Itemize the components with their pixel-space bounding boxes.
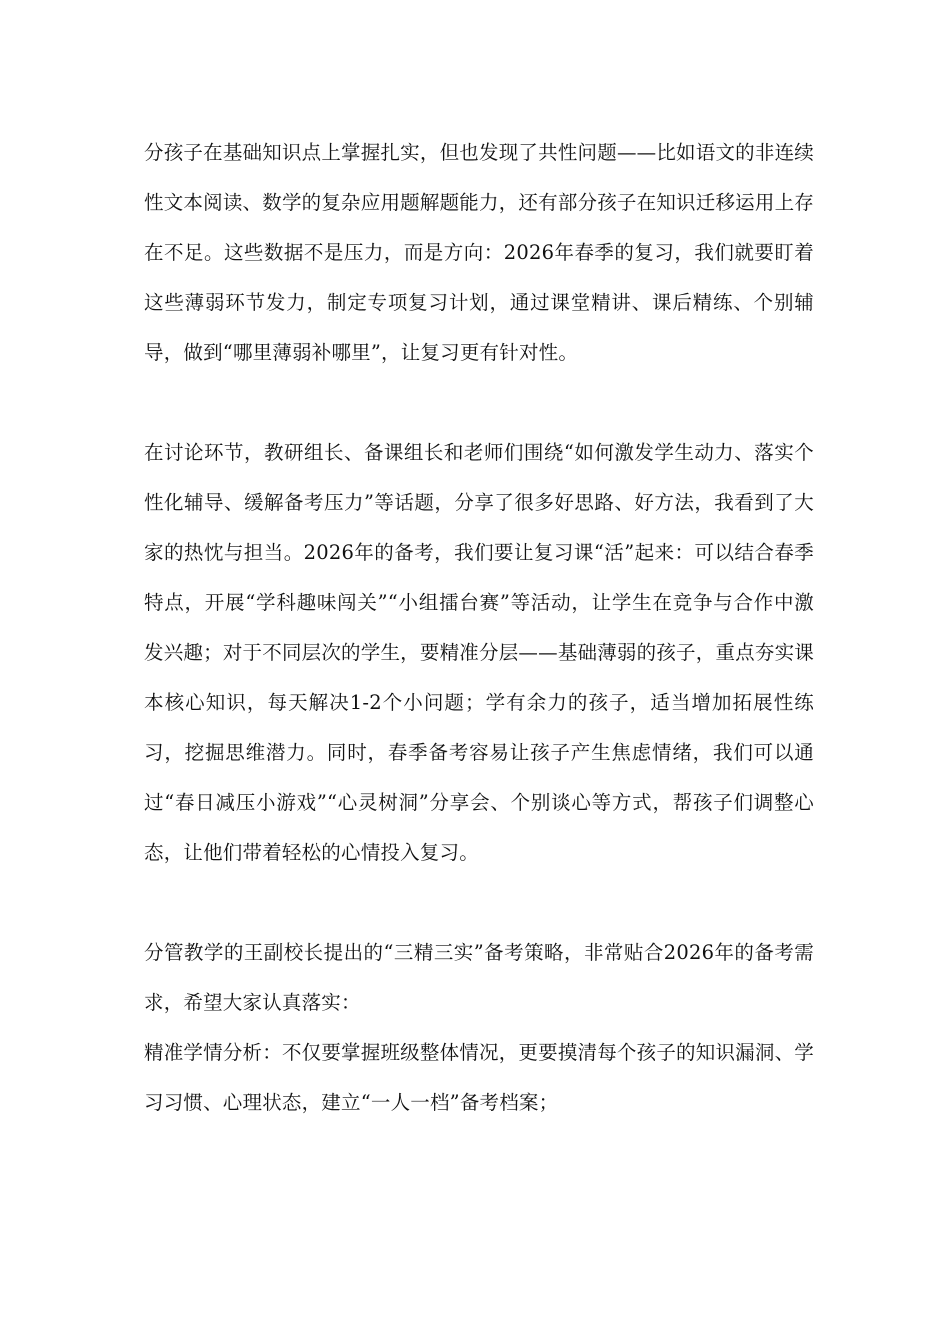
paragraph-strategy-item-1: 精准学情分析：不仅要掌握班级整体情况，更要摸清每个孩子的知识漏洞、学习习惯、心理状态，建立“一人一档”备考档案；	[144, 1041, 814, 1114]
paragraph-strategy-intro: 分管教学的王副校长提出的“三精三实”备考策略，非常贴合2026年的备考需求，希望大家认真落实：	[144, 941, 814, 1014]
paragraph-spacer	[144, 878, 814, 928]
paragraph-weak-points: 分孩子在基础知识点上掌握扎实，但也发现了共性问题——比如语文的非连续性文本阅读、数学的复杂应用题解题能力，还有部分孩子在知识迁移运用上存在不足。这些数据不是压力，而是方向：2026年春季的复习，我们就要盯着这些薄弱环节发力，制定专项复习计划，通过课堂精讲、课后精练、个别辅导，做到“哪里薄弱补哪里”，让复习更有针对性。	[144, 141, 814, 364]
document-page	[144, 128, 814, 1128]
paragraph-spacer	[144, 378, 814, 428]
paragraph-discussion: 在讨论环节，教研组长、备课组长和老师们围绕“如何激发学生动力、落实个性化辅导、缓解备考压力”等话题，分享了很多好思路、好方法，我看到了大家的热忱与担当。2026年的备考，我们要让复习课“活”起来：可以结合春季特点，开展“学科趣味闯关”“小组擂台赛”等活动，让学生在竞争与合作中激发兴趣；对于不同层次的学生，要精准分层——基础薄弱的孩子，重点夯实课本核心知识，每天解决1-2个小问题；学有余力的孩子，适当增加拓展性练习，挖掘思维潜力。同时，春季备考容易让孩子产生焦虑情绪，我们可以通过“春日减压小游戏”“心灵树洞”分享会、个别谈心等方式，帮孩子们调整心态，让他们带着轻松的心情投入复习。	[144, 441, 814, 864]
